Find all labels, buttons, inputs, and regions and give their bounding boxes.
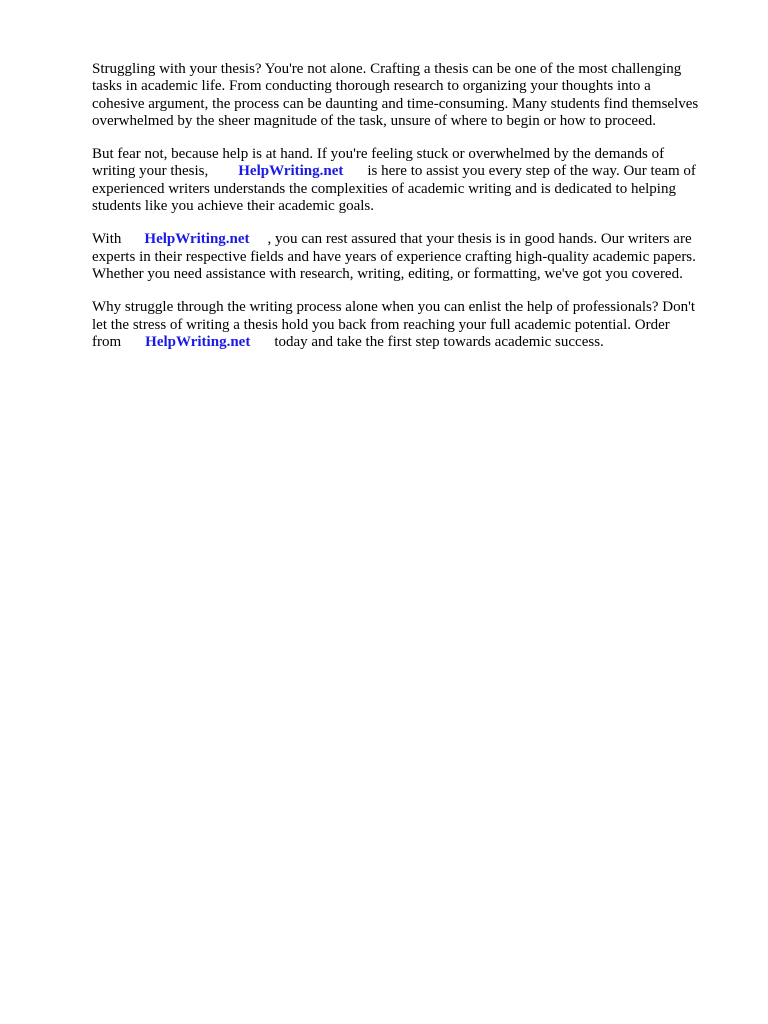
helpwriting-link-3[interactable]: HelpWriting.net xyxy=(145,333,251,350)
helpwriting-link-2[interactable]: HelpWriting.net xyxy=(144,231,250,248)
paragraph-help-text-start: But fear not, because help is at hand. If you're feeling stuck or overwhelmed by the demands of writing your thesis, xyxy=(92,146,665,180)
paragraph-assurance-text-end: , you can rest assured that your thesis is in good hands. Our writers are experts in their respective fields and have years of experience crafting high-quality academic papers. Whether you need assistance with research, writing, editing, or formatting, we've got you covered. xyxy=(92,231,696,282)
paragraph-assurance-text-start: With xyxy=(92,231,122,248)
paragraph-assurance xyxy=(92,231,732,283)
helpwriting-link-1[interactable]: HelpWriting.net xyxy=(238,163,344,180)
paragraph-cta-text-end: today and take the first step towards academic success. xyxy=(274,333,604,350)
paragraph-intro-text: Struggling with your thesis? You're not alone. Crafting a thesis can be one of the most challenging tasks in academic life. From conducting thorough research to organizing your thoughts into a cohesive argument, the process can be daunting and time-consuming. Many students find themselves overwhelmed by the sheer magnitude of the task, unsure of where to begin or how to proceed. xyxy=(92,61,699,129)
paragraph-call-to-action xyxy=(92,299,732,351)
paragraph-help xyxy=(92,146,732,215)
paragraph-intro xyxy=(92,61,732,130)
paragraph-help-text-end: is here to assist you every step of the way. Our team of experienced writers understands the complexities of academic writing and is dedicated to helping students like you achieve their academic goals. xyxy=(92,163,696,215)
document-body xyxy=(92,61,732,367)
paragraph-cta-text-start: Why struggle through the writing process alone when you can enlist the help of professionals? Don't let the stress of writing a thesis hold you back from reaching your full academic potential. Order from xyxy=(92,299,695,350)
